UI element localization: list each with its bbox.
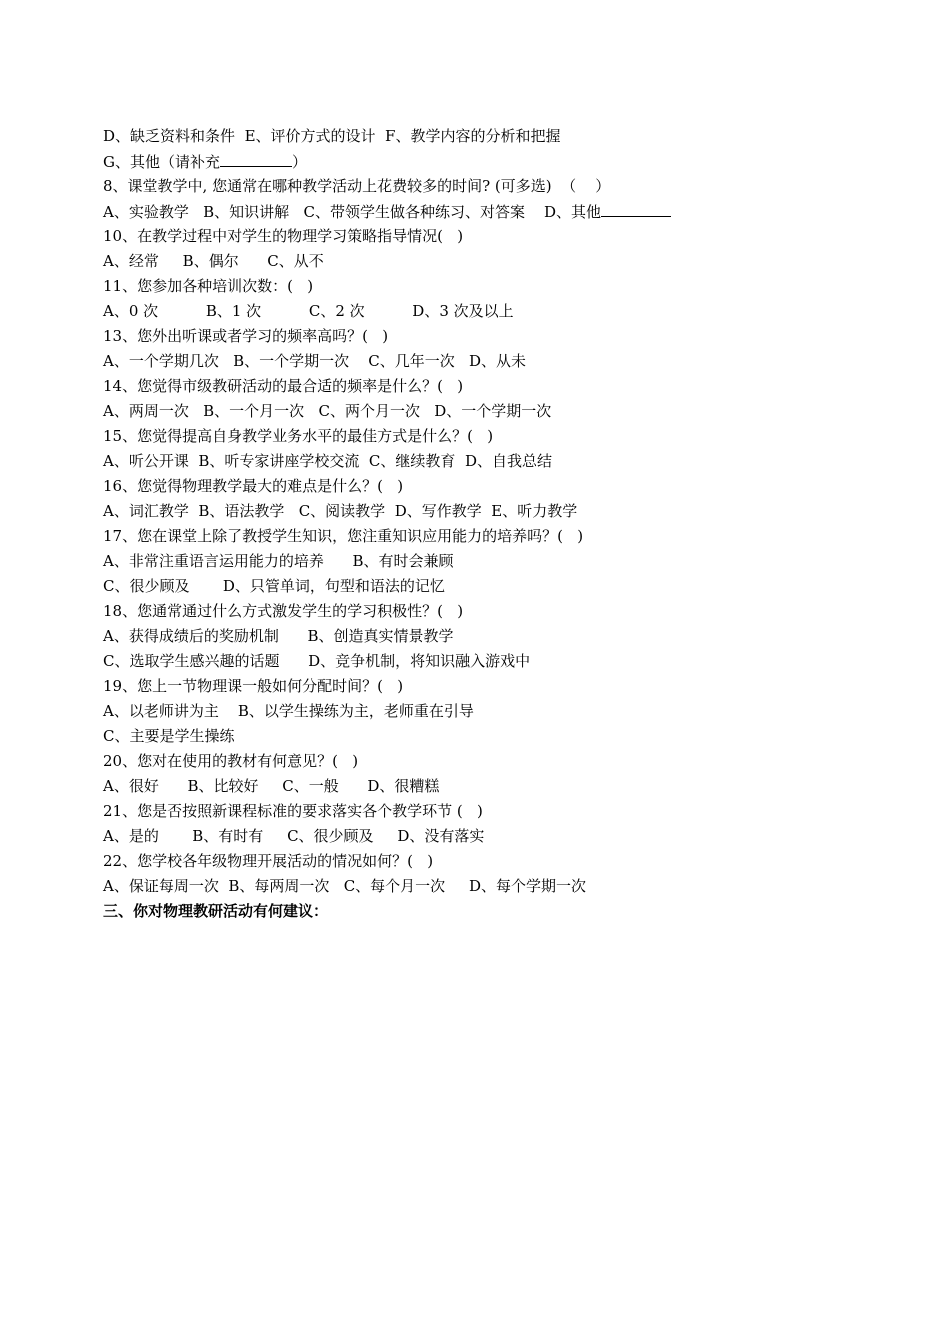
option-line: G、其他（请补充 ） <box>103 149 903 174</box>
option-line: A、是的 B、有时有 C、很少顾及 D、没有落实 <box>103 827 485 845</box>
fill-blank <box>220 149 292 167</box>
option-line: A、保证每周一次 B、每两周一次 C、每个月一次 D、每个学期一次 <box>103 877 587 895</box>
question-line: 10、在教学过程中对学生的物理学习策略指导情况( ) <box>103 227 464 245</box>
section-heading: 三、你对物理教研活动有何建议： <box>103 902 329 920</box>
option-line: C、主要是学生操练 <box>103 727 235 745</box>
question-line: 11、您参加各种培训次数：( ) <box>103 277 314 295</box>
option-line: D、缺乏资料和条件 E、评价方式的设计 F、教学内容的分析和把握 <box>103 127 561 145</box>
option-line: A、词汇教学 B、语法教学 C、阅读教学 D、写作教学 E、听力教学 <box>103 502 578 520</box>
option-line: A、很好 B、比较好 C、一般 D、很糟糕 <box>103 777 440 795</box>
question-line: 21、您是否按照新课程标准的要求落实各个教学环节 ( ) <box>103 802 483 820</box>
option-line: C、很少顾及 D、只管单词，句型和语法的记忆 <box>103 577 445 595</box>
option-line: A、两周一次 B、一个月一次 C、两个月一次 D、一个学期一次 <box>103 402 552 420</box>
option-line: A、以老师讲为主 B、以学生操练为主，老师重在引导 <box>103 702 474 720</box>
question-line: 16、您觉得物理教学最大的难点是什么？( ) <box>103 477 404 495</box>
questionnaire-body <box>103 124 903 924</box>
option-line: C、选取学生感兴趣的话题 D、竞争机制，将知识融入游戏中 <box>103 652 531 670</box>
option-line: A、非常注重语言运用能力的培养 B、有时会兼顾 <box>103 552 454 570</box>
question-line: 22、您学校各年级物理开展活动的情况如何？( ) <box>103 852 434 870</box>
question-line: 17、您在课堂上除了教授学生知识，您注重知识应用能力的培养吗？( ) <box>103 527 584 545</box>
question-line: 8、课堂教学中, 您通常在哪种教学活动上花费较多的时间? (可多选) （ ） <box>103 177 611 195</box>
question-line: 19、您上一节物理课一般如何分配时间？( ) <box>103 677 404 695</box>
question-line: 13、您外出听课或者学习的频率高吗？( ) <box>103 327 389 345</box>
option-line: A、听公开课 B、听专家讲座学校交流 C、继续教育 D、自我总结 <box>103 452 552 470</box>
question-line: 20、您对在使用的教材有何意见？( ) <box>103 752 359 770</box>
fill-blank <box>601 199 671 217</box>
option-line: A、经常 B、偶尔 C、从不 <box>103 252 324 270</box>
question-line: 15、您觉得提高自身教学业务水平的最佳方式是什么？( ) <box>103 427 494 445</box>
option-line: A、获得成绩后的奖励机制 B、创造真实情景教学 <box>103 627 454 645</box>
question-line: 14、您觉得市级教研活动的最合适的频率是什么？( ) <box>103 377 464 395</box>
option-line: A、0 次 B、1 次 C、2 次 D、3 次及以上 <box>103 302 514 320</box>
question-line: 18、您通常通过什么方式激发学生的学习积极性？( ) <box>103 602 464 620</box>
option-line: A、一个学期几次 B、一个学期一次 C、几年一次 D、从未 <box>103 352 527 370</box>
option-line: A、实验教学 B、知识讲解 C、带领学生做各种练习、对答案 D、其他 <box>103 199 903 224</box>
